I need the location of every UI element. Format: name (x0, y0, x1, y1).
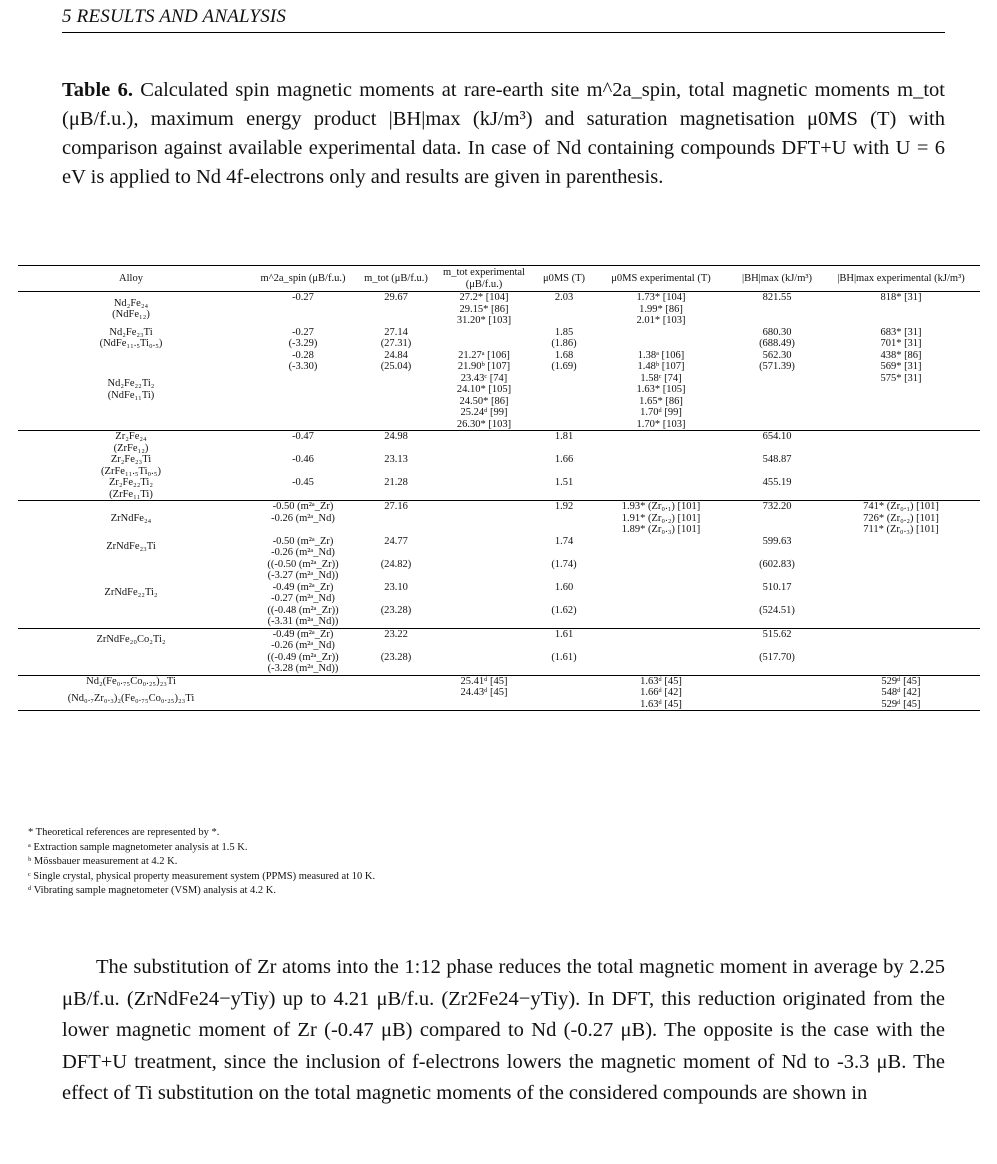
table-caption (62, 76, 945, 192)
table-cell: -0.47 (292, 431, 314, 442)
table-cell (590, 536, 732, 559)
table-cell: 23.22 (384, 628, 408, 640)
table-cell (362, 687, 430, 711)
table-cell: -0.27 (-3.29) (288, 326, 318, 349)
table-cell: 27.14 (27.31) (380, 326, 412, 349)
table-cell: -0.50 (m²ᵃ_Zr) -0.26 (m²ᵃ_Nd) (271, 535, 335, 558)
table-cell (362, 675, 430, 687)
table-cell: 1.92 (554, 501, 574, 512)
caption-text: Calculated spin magnetic moments at rare-earth site m^2a_spin, total magnetic moments m_tot (μB/f.u.), maximum energy product |BH|max (kJ/m³) and saturation magnetisation μ0MS (T) with comparison against available experimental data. In case of Nd containing compounds DFT+U with U = 6 eV is applied to Nd 4f-electrons only and results are given in parenthesis. (62, 79, 945, 188)
table-cell: (602.83) (759, 558, 795, 570)
footnote: ᵇ Mössbauer measurement at 4.2 K. (28, 856, 178, 868)
table-cell (430, 327, 538, 350)
table-cell: 741* (Zr₀.₁) [101] 726* (Zr₀.₂) [101] 711* (Zr₀.₃) [101] (863, 501, 939, 535)
table-row (18, 628, 980, 652)
table-cell (822, 477, 980, 501)
table-cell: 562.30 (571.39) (759, 349, 795, 372)
table-cell: -0.49 (m²ᵃ_Zr) -0.26 (m²ᵃ_Nd) (271, 628, 335, 651)
table-cell: ZrNdFe₂₀Co₂Ti₂ (96, 634, 166, 646)
table-cell (822, 652, 980, 676)
table-row (18, 536, 980, 559)
table-cell: 1.66ᵈ [42] 1.63ᵈ [45] (640, 687, 682, 710)
table-cell: (23.28) (380, 604, 412, 616)
table-cell: 21.27ᵃ [106] 21.90ᵇ [107] 23.43ᶜ [74] 24.10* [105] 24.50* [86] 25.24ᵈ [99] 26.30* [103] (456, 349, 512, 430)
table-cell (18, 559, 244, 582)
body-paragraph: The substitution of Zr atoms into the 1:12 phase reduces the total magnetic moment in average by 2.25 μB/f.u. (ZrNdFe24−yTiy) up to 4.21 μB/f.u. (Zr2Fe24−yTiy). In DFT, this reduction originated from the lower magnetic moment of Zr (-0.47 μB) compared to Nd (-0.27 μB). The opposite is the case with the DFT+U treatment, since the inclusion of f-electrons lowers the magnetic moment of Nd to -3.3 μB. The effect of Ti substitution on the total magnetic moments of the considered compounds are shown in (62, 956, 945, 1104)
table-cell: 1.51 (554, 477, 574, 488)
table-cell (822, 628, 980, 652)
table-cell: ZrNdFe₂₄ (110, 512, 152, 524)
table-cell (732, 687, 822, 711)
table-cell: -0.27 (292, 292, 314, 303)
table-cell: 25.41ᵈ [45] (460, 675, 508, 687)
footnote: ᵈ Vibrating sample magnetometer (VSM) analysis at 4.2 K. (28, 885, 276, 897)
table-row (18, 652, 980, 676)
table-row (18, 605, 980, 629)
table-cell (732, 675, 822, 687)
table-cell (244, 687, 362, 711)
table-cell (430, 582, 538, 605)
footnote: * Theoretical references are represented by *. (28, 827, 220, 838)
table-cell (822, 605, 980, 629)
running-head: 5 RESULTS AND ANALYSIS (62, 6, 287, 27)
table-cell: 510.17 (762, 581, 792, 593)
caption-label: Table 6. (62, 79, 133, 101)
table-cell: (524.51) (759, 604, 795, 616)
table-cell (430, 501, 538, 536)
table-cell (590, 652, 732, 676)
table-cell (590, 605, 732, 629)
table-cell: 1.68 (1.69) (551, 349, 577, 372)
table-cell: -0.50 (m²ᵃ_Zr) -0.26 (m²ᵃ_Nd) (271, 501, 335, 524)
table-row (18, 582, 980, 605)
table-cell: 548.87 (762, 454, 792, 465)
footnote: ᵃ Extraction sample magnetometer analysis at 1.5 K. (28, 841, 248, 853)
table-cell: 23.10 (384, 581, 408, 593)
table-cell (430, 536, 538, 559)
table-6 (18, 265, 980, 711)
table-group (18, 675, 980, 711)
table-cell (430, 477, 538, 501)
table-cell: 548ᵈ [42] 529ᵈ [45] (881, 687, 921, 710)
table-cell: 1.63ᵈ [45] (640, 675, 682, 687)
table-cell: Zr₂Fe₂₂Ti₂ (ZrFe₁₁Ti) (108, 477, 153, 500)
table-cell (590, 582, 732, 605)
table-cell: (1.61) (551, 651, 577, 663)
table-cell (430, 652, 538, 676)
table-row (18, 327, 980, 350)
table-cell: 2.03 (554, 292, 574, 303)
table-cell: ((-0.49 (m²ᵃ_Zr)) (-3.28 (m²ᵃ_Nd)) (267, 651, 339, 674)
footnote: ᶜ Single crystal, physical property measurement system (PPMS) measured at 10 K. (28, 870, 376, 882)
table-cell: Nd₂(Fe₀.₇₅Co₀.₂₅)₂₃Ti (86, 675, 176, 687)
table-row (18, 431, 980, 455)
table-group (18, 292, 980, 431)
table-cell (430, 605, 538, 629)
table-row (18, 675, 980, 687)
table-cell: 515.62 (762, 628, 792, 640)
table-cell: 1.73* [104] 1.99* [86] 2.01* [103] (636, 292, 686, 326)
table-cell (430, 628, 538, 652)
table-header-row (18, 266, 980, 292)
table-cell: 455.19 (762, 477, 792, 488)
table-cell: 1.74 (554, 535, 574, 547)
table-cell: Zr₂Fe₂₄ (ZrFe₁₂) (113, 431, 149, 454)
table-cell: (Nd₀.₇Zr₀.₃)₂(Fe₀.₇₅Co₀.₂₅)₂₃Ti (67, 692, 195, 704)
table-cell: Nd₂Fe₂₃Ti (NdFe₁₁.₅Ti₀.₅) (99, 326, 163, 349)
table-cell: 24.98 (384, 431, 408, 442)
table-footnotes (18, 826, 980, 899)
table-cell: 529ᵈ [45] (881, 675, 921, 687)
table-cell: (1.74) (551, 558, 577, 570)
table-cell (590, 431, 732, 455)
table-cell: ZrNdFe₂₃Ti (106, 541, 156, 553)
table-cell: 24.84 (25.04) (380, 349, 412, 372)
column-header: μ0MS (T) (542, 272, 586, 284)
table-cell: 21.28 (384, 477, 408, 488)
column-header: μ0MS experimental (T) (611, 272, 711, 284)
column-header: |BH|max (kJ/m³) (741, 272, 813, 284)
table-cell (430, 431, 538, 455)
table-cell: 27.2* [104] 29.15* [86] 31.20* [103] (456, 292, 512, 326)
table-cell: 29.67 (384, 292, 408, 303)
table-cell (822, 559, 980, 582)
table-group (18, 501, 980, 629)
table-cell (590, 559, 732, 582)
table-cell (822, 454, 980, 477)
table-cell: ((-0.50 (m²ᵃ_Zr)) (-3.27 (m²ᵃ_Nd)) (267, 558, 339, 581)
table-cell: 599.63 (762, 535, 792, 547)
table-cell (18, 605, 244, 629)
table-cell: -0.49 (m²ᵃ_Zr) -0.27 (m²ᵃ_Nd) (271, 581, 335, 604)
table-cell (590, 327, 732, 350)
table-cell: Zr₂Fe₂₃Ti (ZrFe₁₁.₅Ti₀.₅) (101, 454, 161, 477)
table-cell (538, 687, 590, 711)
table-cell: 1.38ᵃ [106] 1.48ᵇ [107] 1.58ᶜ [74] 1.63* [105] 1.65* [86] 1.70ᵈ [99] 1.70* [103] (636, 349, 686, 430)
table-cell (822, 536, 980, 559)
table-cell (538, 675, 590, 687)
table-cell: 1.85 (1.86) (551, 326, 577, 349)
table-cell: 732.20 (762, 501, 792, 512)
results-table (18, 265, 980, 711)
table-cell (822, 431, 980, 455)
column-header: m_tot experimental (μB/f.u.) (443, 267, 525, 290)
table-cell: -0.45 (292, 477, 314, 488)
column-header: |BH|max experimental (kJ/m³) (837, 272, 965, 284)
table-cell: 1.61 (554, 628, 574, 640)
table-cell: 1.93* (Zr₀.₁) [101] 1.91* (Zr₀.₂) [101] 1.89* (Zr₀.₃) [101] (621, 501, 701, 535)
table-cell (18, 652, 244, 676)
table-group (18, 628, 980, 675)
table-row (18, 454, 980, 477)
table-row (18, 292, 980, 327)
column-header: Alloy (119, 272, 143, 284)
table-cell: (1.62) (551, 604, 577, 616)
table-cell (244, 675, 362, 687)
table-cell: 680.30 (688.49) (759, 326, 795, 349)
table-row (18, 501, 980, 536)
table-cell: Nd₂Fe₂₂Ti₂ (NdFe₁₁Ti) (107, 378, 155, 401)
table-row (18, 559, 980, 582)
table-cell: 24.43ᵈ [45] (460, 687, 508, 698)
table-cell: ((-0.48 (m²ᵃ_Zr)) (-3.31 (m²ᵃ_Nd)) (267, 604, 339, 627)
table-cell: ZrNdFe₂₂Ti₂ (104, 587, 158, 599)
table-group (18, 431, 980, 501)
table-cell (590, 477, 732, 501)
table-cell (430, 454, 538, 477)
table-cell: -0.46 (292, 454, 314, 465)
table-cell (430, 559, 538, 582)
table-cell: 438* [86] 569* [31] 575* [31] (880, 349, 922, 384)
column-header: m_tot (μB/f.u.) (364, 272, 428, 284)
table-row (18, 687, 980, 711)
table-cell: 683* [31] 701* [31] (880, 326, 922, 349)
table-cell: (24.82) (380, 558, 412, 570)
table-cell: Nd₂Fe₂₄ (NdFe₁₂) (112, 297, 150, 321)
table-row (18, 350, 980, 431)
header-rule (62, 32, 945, 33)
table-cell: 27.16 (384, 501, 408, 512)
table-cell: (23.28) (380, 651, 412, 663)
table-cell: 654.10 (762, 431, 792, 442)
table-cell: 1.60 (554, 581, 574, 593)
table-row (18, 477, 980, 501)
table-cell: 818* [31] (880, 292, 922, 303)
column-header: m^2a_spin (μB/f.u.) (260, 272, 346, 284)
table-cell: 1.66 (554, 454, 574, 465)
table-cell (590, 628, 732, 652)
table-cell: 24.77 (384, 535, 408, 547)
table-cell (822, 582, 980, 605)
table-cell: 23.13 (384, 454, 408, 465)
table-cell: (517.70) (759, 651, 795, 663)
table-cell: 1.81 (554, 431, 574, 442)
table-cell: 821.55 (762, 292, 792, 303)
table-cell (590, 454, 732, 477)
table-cell: -0.28 (-3.30) (288, 349, 318, 372)
